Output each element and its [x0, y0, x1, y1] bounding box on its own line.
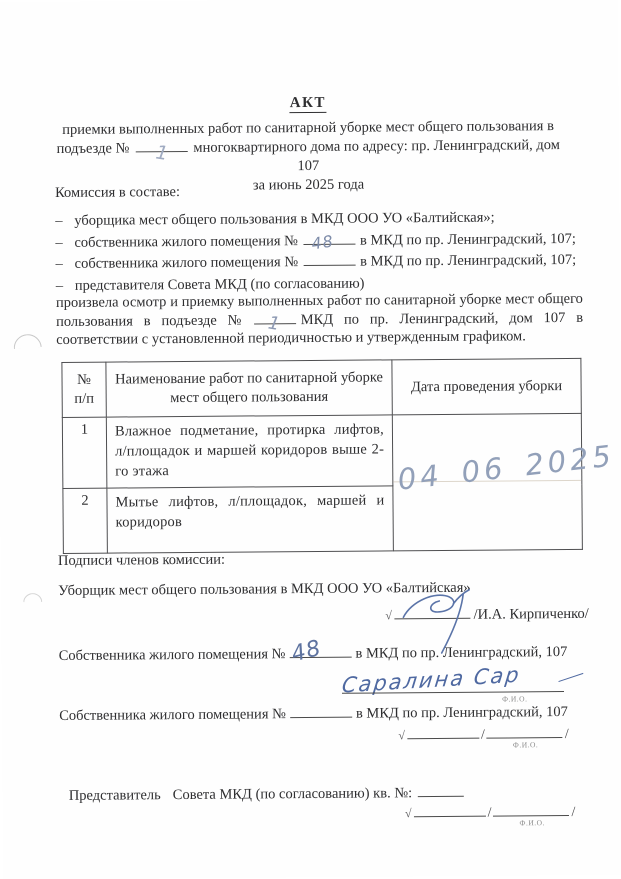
owner1-label-pre: Собственника жилого помещения №	[58, 646, 286, 664]
slash-separator: /	[487, 805, 492, 821]
row-work: Влажное подметание, протирка лифтов, л/площадок и маршей коридоров выше 2-го этажа	[106, 415, 393, 488]
member-text	[75, 250, 577, 275]
col-header-num	[62, 362, 106, 417]
representative-sign-row	[404, 804, 578, 828]
works-table	[61, 358, 617, 554]
col-header-num-top: №	[77, 371, 92, 388]
apartment-number-blank	[288, 635, 351, 668]
representative-label	[69, 785, 464, 805]
row-num: 2	[63, 488, 108, 553]
commission-heading: Комиссия в составе:	[55, 184, 181, 201]
slash-separator: /	[480, 727, 485, 743]
apartment-number-blank	[303, 230, 355, 253]
handwritten-apartment-number: 48	[309, 230, 335, 253]
list-dash: –	[55, 255, 63, 272]
check-mark: √	[404, 806, 412, 821]
subtitle-line2-post: многоквартирного дома по адресу: пр. Ленинградский, дом 107	[193, 137, 560, 175]
list-dash: –	[55, 277, 64, 294]
representative-word: Представитель	[68, 787, 161, 804]
owner2-sign-row	[398, 726, 571, 750]
owner1-signature-line	[342, 691, 564, 704]
member-text-post: в МКД по пр. Ленинградский, 107;	[359, 230, 576, 249]
owner2-fio-line	[487, 737, 563, 750]
owner2-label-post: в МКД по пр. Ленинградский, 107	[355, 703, 568, 722]
fio-caption: Ф.И.О.	[512, 740, 539, 750]
entrance-number-blank	[135, 141, 187, 165]
list-dash: –	[55, 212, 63, 229]
handwritten-entrance-number: 1	[153, 141, 170, 165]
col-header-num-bottom: п/п	[74, 390, 95, 407]
scan-pencil-arc	[13, 333, 42, 349]
commission-member-list	[55, 207, 586, 297]
owner1-label-post: в МКД по пр. Ленинградский, 107	[355, 643, 568, 662]
list-item	[56, 250, 586, 276]
subtitle-line3: за июнь 2025 года	[252, 176, 365, 194]
check-mark: √	[398, 728, 405, 743]
check-mark: √	[385, 608, 393, 623]
table-row	[62, 413, 582, 488]
inspection-post: МКД по пр. Ленинградский, дом 107 в соответствии с установленной периодичностью и утвержденным графиком.	[56, 309, 584, 348]
inspection-paragraph	[56, 290, 583, 350]
apartment-number-blank	[418, 796, 464, 797]
slash-separator: /	[564, 726, 569, 743]
subtitle-line2-pre: подъезде №	[56, 140, 130, 157]
apartment-number-blank	[290, 717, 352, 718]
member-text-pre: собственника жилого помещения №	[74, 232, 299, 251]
owner2-signature-line	[407, 738, 479, 740]
date-cell	[392, 413, 617, 550]
entrance-number-blank	[254, 311, 296, 335]
handwritten-cleaning-date: 04 06 2025	[396, 438, 617, 497]
cleaner-label: Уборщик мест общего пользования в МКД ООО УО «Балтийская»	[58, 579, 471, 599]
owner2-label	[59, 704, 568, 725]
row-num: 1	[62, 417, 107, 488]
representative-rest: Совета МКД (по согласованию) кв. №:	[172, 785, 413, 804]
representative-fio-line	[493, 815, 569, 828]
table-header-row	[62, 358, 581, 417]
owner1-handwritten-signature: Саралина Сар	[340, 662, 523, 698]
slash-separator: /	[571, 804, 576, 820]
subtitle-line1: приемки выполненных работ по санитарной уборке мест общего пользования в	[62, 118, 554, 138]
member-text-pre: собственника жилого помещения №	[74, 254, 299, 272]
handwritten-entrance-number: 1	[266, 311, 281, 335]
col-header-work: Наименование работ по санитарной уборке мест общего пользования	[106, 360, 392, 417]
member-text: уборщика мест общего пользования в МКД ООО УО «Балтийская»;	[74, 209, 495, 229]
cleaner-name: /И.А. Кирпиченко/	[473, 605, 589, 623]
list-dash: –	[55, 234, 63, 251]
representative-signature-line	[414, 816, 486, 818]
apartment-number-blank	[303, 265, 355, 266]
signatures-heading: Подписи членов комиссии:	[57, 551, 226, 569]
doc-title-text: АКТ	[289, 94, 327, 112]
owner1-sign-row	[342, 679, 564, 704]
fio-caption: Ф.И.О.	[519, 818, 545, 828]
col-header-date: Дата проведения уборки	[392, 358, 581, 414]
owner2-label-pre: Собственника жилого помещения №	[59, 706, 286, 724]
doc-title	[0, 93, 618, 115]
inspection-pre: произвела осмотр и приемку выполненных работ по санитарной уборке мест общего пользования в подъезде №	[55, 290, 583, 330]
member-text-post: в МКД по пр. Ленинградский, 107;	[360, 251, 577, 270]
row-work: Мытье лифтов, л/площадок, маршей и коридоров	[107, 486, 394, 553]
subtitle-line2	[46, 136, 571, 178]
owner1-label	[58, 635, 568, 668]
handwritten-apartment-number: 48	[288, 635, 324, 668]
scan-pencil-arc	[23, 593, 42, 602]
fio-caption: Ф.И.О.	[502, 694, 528, 704]
member-text: представителя Совета МКД (по согласованию)	[74, 275, 365, 294]
